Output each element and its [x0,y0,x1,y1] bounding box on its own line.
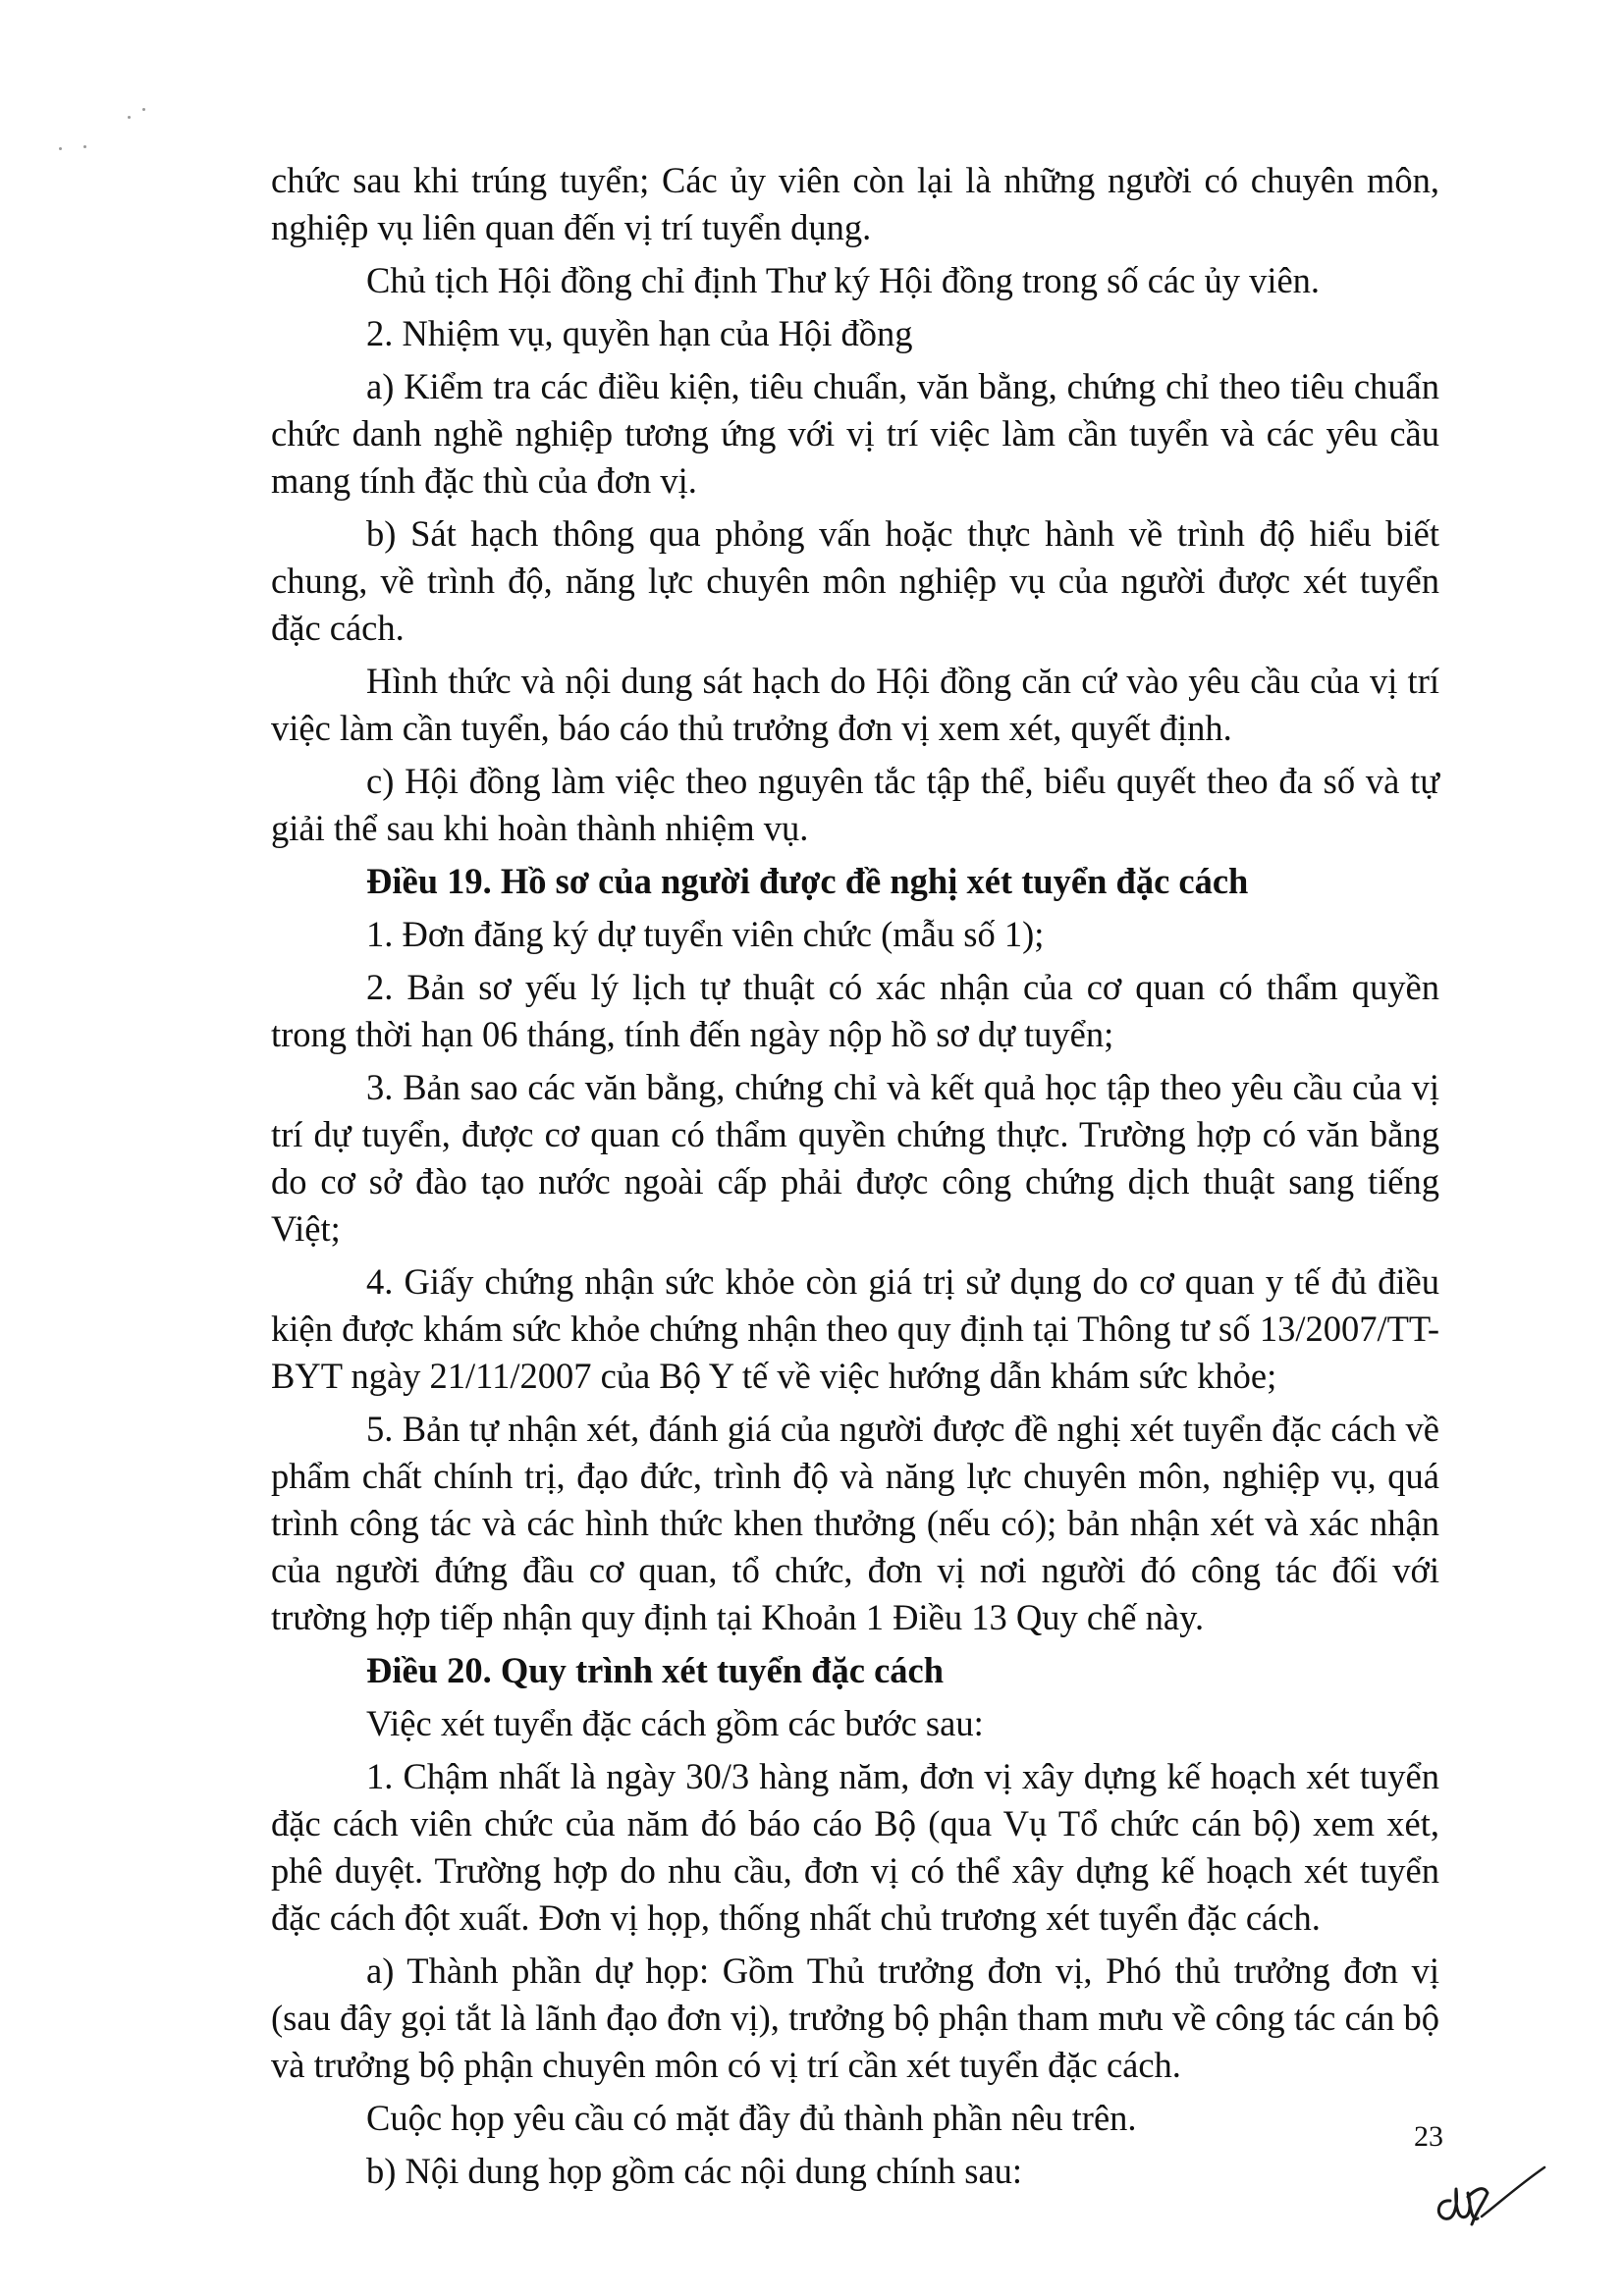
paragraph-meeting-content: b) Nội dung họp gồm các nội dung chính sau: [366,2151,1023,2191]
paragraph-step-1: 1. Chậm nhất là ngày 30/3 hàng năm, đơn vị xây dựng kế hoạch xét tuyển đặc cách viên chức của năm đó báo cáo Bộ (qua Vụ Tổ chức cán bộ) xem xét, phê duyệt. Trường hợp do nhu cầu, đơn vị có thể xây dựng kế hoạch xét tuyển đặc cách đột xuất. Đơn vị họp, thống nhất chủ trương xét tuyển đặc cách. [271,1756,1439,1938]
article-19-heading: Điều 19. Hồ sơ của người được đề nghị xét tuyển đặc cách [366,861,1249,901]
document-body [271,157,1439,2201]
signature-initials-icon [1429,2160,1551,2233]
paragraph-dossier-3: 3. Bản sao các văn bằng, chứng chỉ và kết quả học tập theo yêu cầu của vị trí dự tuyển, được cơ quan có thẩm quyền chứng thực. Trường hợp có văn bằng do cơ sở đào tạo nước ngoài cấp phải được công chứng dịch thuật sang tiếng Việt; [271,1067,1439,1249]
paragraph-committee-members-cont: chức sau khi trúng tuyển; Các ủy viên còn lại là những người có chuyên môn, nghiệp vụ liên quan đến vị trí tuyển dụng. [271,160,1439,247]
paragraph-dossier-4: 4. Giấy chứng nhận sức khỏe còn giá trị sử dụng do cơ quan y tế đủ điều kiện được khám sức khỏe chứng nhận theo quy định tại Thông tư số 13/2007/TT-BYT ngày 21/11/2007 của Bộ Y tế về việc hướng dẫn khám sức khỏe; [271,1261,1439,1396]
paragraph-meeting-attendance: Cuộc họp yêu cầu có mặt đầy đủ thành phần nêu trên. [366,2098,1137,2138]
paragraph-duty-b: b) Sát hạch thông qua phỏng vấn hoặc thực hành về trình độ hiểu biết chung, về trình độ, năng lực chuyên môn nghiệp vụ của người được xét tuyển đặc cách. [271,513,1439,648]
paragraph-dossier-1: 1. Đơn đăng ký dự tuyển viên chức (mẫu số 1); [366,914,1045,954]
paragraph-dossier-2: 2. Bản sơ yếu lý lịch tự thuật có xác nhận của cơ quan có thẩm quyền trong thời hạn 06 tháng, tính đến ngày nộp hồ sơ dự tuyển; [271,967,1439,1054]
paragraph-steps-intro: Việc xét tuyển đặc cách gồm các bước sau: [366,1703,984,1743]
paragraph-meeting-participants: a) Thành phần dự họp: Gồm Thủ trưởng đơn vị, Phó thủ trưởng đơn vị (sau đây gọi tắt là lãnh đạo đơn vị), trưởng bộ phận tham mưu về công tác cán bộ và trưởng bộ phận chuyên môn có vị trí cần xét tuyển đặc cách. [271,1950,1439,2085]
page-number: 23 [1414,2120,1443,2153]
paragraph-duties-title: 2. Nhiệm vụ, quyền hạn của Hội đồng [366,313,913,353]
scan-speck [128,116,131,119]
scan-speck [59,147,62,150]
paragraph-duty-a: a) Kiểm tra các điều kiện, tiêu chuẩn, văn bằng, chứng chỉ theo tiêu chuẩn chức danh nghề nghiệp tương ứng với vị trí việc làm cần tuyển và các yêu cầu mang tính đặc thù của đơn vị. [271,366,1439,501]
scan-speck [83,145,86,148]
paragraph-secretary: Chủ tịch Hội đồng chỉ định Thư ký Hội đồng trong số các ủy viên. [366,260,1321,300]
paragraph-duty-c: c) Hội đồng làm việc theo nguyên tắc tập thể, biểu quyết theo đa số và tự giải thể sau khi hoàn thành nhiệm vụ. [271,761,1439,848]
article-20-heading: Điều 20. Quy trình xét tuyển đặc cách [366,1650,945,1690]
signature-stroke [1482,2167,1544,2216]
scan-speck [142,108,145,111]
paragraph-exam-form: Hình thức và nội dung sát hạch do Hội đồng căn cứ vào yêu cầu của vị trí việc làm cần tuyển, báo cáo thủ trưởng đơn vị xem xét, quyết định. [271,661,1439,748]
paragraph-dossier-5: 5. Bản tự nhận xét, đánh giá của người được đề nghị xét tuyển đặc cách về phẩm chất chính trị, đạo đức, trình độ và năng lực chuyên môn, nghiệp vụ, quá trình công tác và các hình thức khen thưởng (nếu có); bản nhận xét và xác nhận của người đứng đầu cơ quan, tổ chức, đơn vị nơi người đó công tác đối với trường hợp tiếp nhận quy định tại Khoản 1 Điều 13 Quy chế này. [271,1409,1439,1637]
